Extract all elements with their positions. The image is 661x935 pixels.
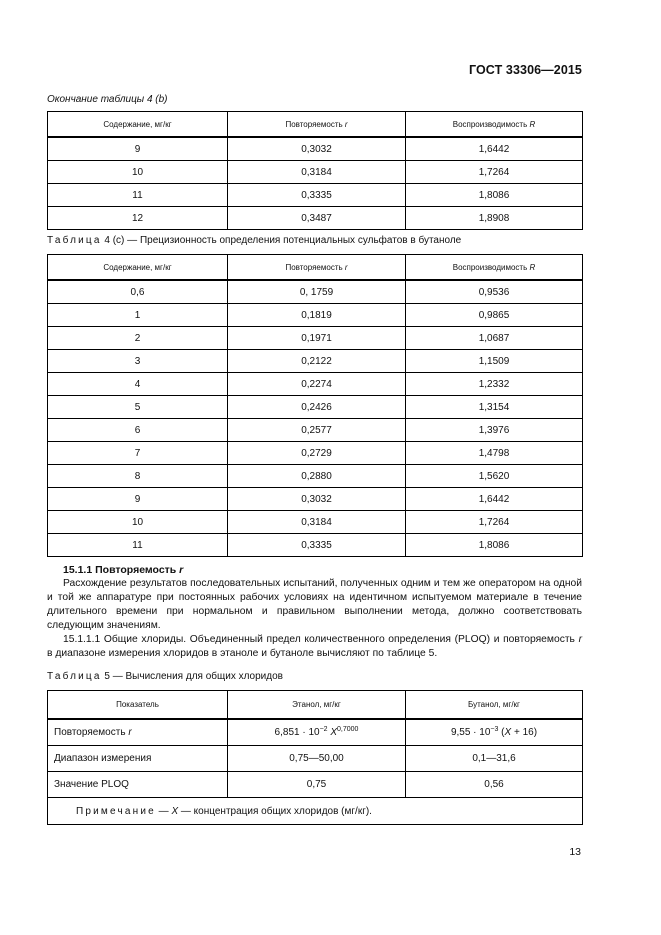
table-cell: 1 [48,304,228,327]
table-note-row [48,798,583,825]
table-cell: 0,1819 [228,304,406,327]
section-15-1-1 [47,563,582,661]
table-cell: 0,3184 [228,511,406,534]
table-row [48,442,583,465]
table-cell: 0,3032 [228,488,406,511]
table-cell: 2 [48,327,228,350]
table-row [48,161,583,184]
table-cell: 4 [48,373,228,396]
table-cell: 0,3184 [228,161,406,184]
table-row [48,465,583,488]
table-cell: 1,8086 [406,184,583,207]
column-header: Показатель [48,691,228,720]
table-cell: 5 [48,396,228,419]
table-row [48,280,583,304]
table-header-row [48,255,583,281]
table-cell: 0,9536 [406,280,583,304]
table-header-row [48,112,583,138]
table-cell: 0,2729 [228,442,406,465]
table-cell: 1,3976 [406,419,583,442]
table-cell: 1,6442 [406,488,583,511]
table-cell: 9 [48,137,228,161]
column-header: Повторяемость r [228,112,406,138]
table-cell: 3 [48,350,228,373]
paragraph: 15.1.1.1 Общие хлориды. Объединенный предел количественного определения (PLOQ) и повторяемость r в диапазоне измерения хлоридов в этаноле и бутаноле вычисляют по таблице 5. [47,634,582,659]
table-cell: 9 [48,488,228,511]
table-note: Примечание — X — концентрация общих хлоридов (мг/кг). [48,798,583,825]
table-cell: 1,5620 [406,465,583,488]
table-cell: 7 [48,442,228,465]
table-cell: 1,8086 [406,534,583,557]
table-cell: 1,7264 [406,161,583,184]
table-cell: 6 [48,419,228,442]
table-cell: 0,1971 [228,327,406,350]
table-cell: 1,8908 [406,207,583,230]
table-row [48,327,583,350]
table-row [48,772,583,798]
table-4c-caption: Таблица 4 (c) — Прецизионность определения потенциальных сульфатов в бутаноле [47,235,462,246]
table-row [48,207,583,230]
table-cell: $9,55 \cdot 10^{-3}$ (X + 16) [406,719,583,746]
table-cell: Значение PLOQ [48,772,228,798]
table-cell: $6,851 \cdot 10^{-2}$ $X^{0,7000}$ [228,719,406,746]
table-cell: 0,6 [48,280,228,304]
table-row [48,719,583,746]
table-cell: 11 [48,184,228,207]
table-cell: 0,3335 [228,184,406,207]
table-cell: 10 [48,161,228,184]
table-row [48,304,583,327]
table-cell: 0,2880 [228,465,406,488]
table-row [48,746,583,772]
table-cell: Повторяемость r [48,719,228,746]
table-4b-caption: Окончание таблицы 4 (b) [47,94,168,105]
table-cell: 0,2274 [228,373,406,396]
table-row [48,184,583,207]
table-cell: 0,3032 [228,137,406,161]
table-cell: Диапазон измерения [48,746,228,772]
table-cell: 0,3487 [228,207,406,230]
table-row [48,396,583,419]
page-number: 13 [569,846,581,858]
table-cell: 0,56 [406,772,583,798]
table-cell: 8 [48,465,228,488]
table-cell: 1,1509 [406,350,583,373]
table-cell: 0,1—31,6 [406,746,583,772]
section-heading: 15.1.1 Повторяемость r [63,564,184,576]
column-header: Содержание, мг/кг [48,255,228,281]
column-header: Воспроизводимость R [406,255,583,281]
table-cell: 12 [48,207,228,230]
table-cell: 1,7264 [406,511,583,534]
paragraph: Расхождение результатов последовательных испытаний, полученных одним и тем же оператором на одной и той же аппаратуре при постоянных рабочих условиях на идентичном испытуемом материале в течение длительного времени при нормальном и правильном выполнении метода, должно соответствовать следующим значениям. [47,578,582,631]
table-row [48,511,583,534]
column-header: Воспроизводимость R [406,112,583,138]
table-cell: 10 [48,511,228,534]
table-cell: 1,2332 [406,373,583,396]
table-4c [47,254,583,557]
table-cell: 0,3335 [228,534,406,557]
table-cell: 0,9865 [406,304,583,327]
table-cell: 1,3154 [406,396,583,419]
table-row [48,419,583,442]
table-row [48,373,583,396]
table-row [48,488,583,511]
table-cell: 1,0687 [406,327,583,350]
table-cell: 0, 1759 [228,280,406,304]
table-5 [47,690,583,825]
table-row [48,350,583,373]
table-row [48,534,583,557]
table-cell: 0,75 [228,772,406,798]
table-cell: 1,6442 [406,137,583,161]
column-header: Содержание, мг/кг [48,112,228,138]
table-4b [47,111,583,230]
table-cell: 11 [48,534,228,557]
column-header: Бутанол, мг/кг [406,691,583,720]
document-code: ГОСТ 33306—2015 [468,63,582,77]
table-header-row [48,691,583,720]
table-cell: 0,75—50,00 [228,746,406,772]
table-5-caption: Таблица 5 — Вычисления для общих хлоридов [47,671,283,682]
table-cell: 0,2122 [228,350,406,373]
table-cell: 0,2426 [228,396,406,419]
column-header: Этанол, мг/кг [228,691,406,720]
table-cell: 1,4798 [406,442,583,465]
table-row [48,137,583,161]
table-cell: 0,2577 [228,419,406,442]
column-header: Повторяемость r [228,255,406,281]
